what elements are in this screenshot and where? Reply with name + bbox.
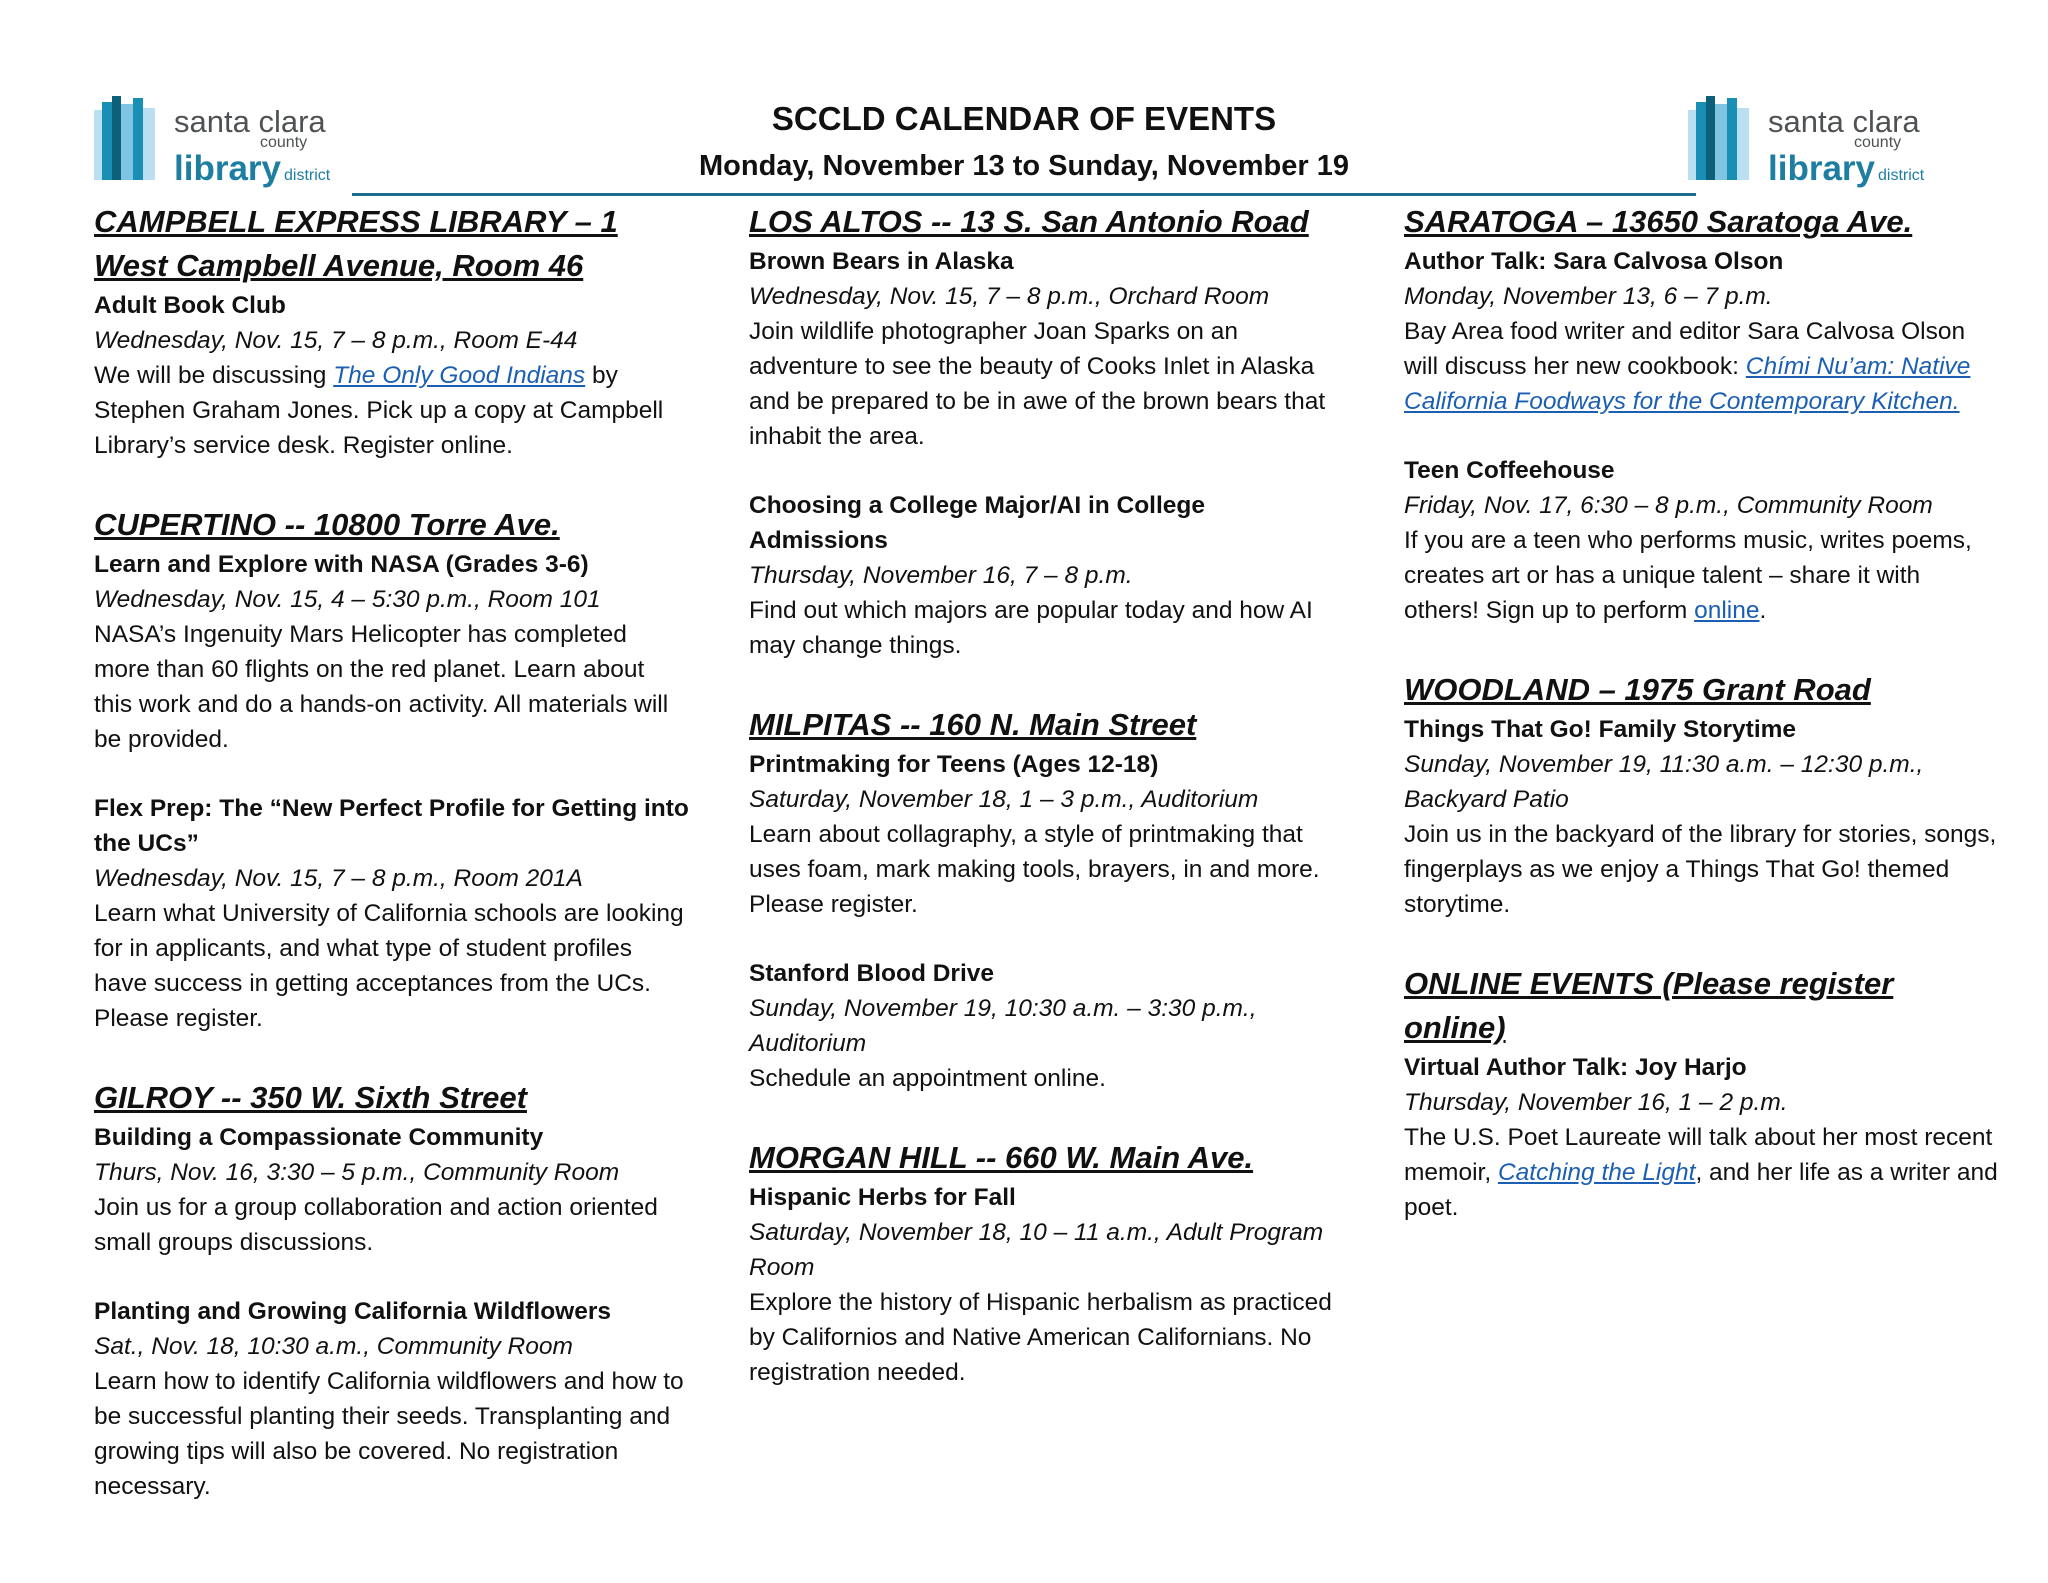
- branch-title: WOODLAND – 1975 Grant Road: [1404, 672, 1871, 707]
- event-title: Learn and Explore with NASA (Grades 3-6): [94, 551, 589, 578]
- book-link[interactable]: The Only Good Indians: [333, 362, 586, 389]
- event-title: Stanford Blood Drive: [749, 960, 995, 987]
- event: [94, 288, 689, 463]
- branch-title: GILROY -- 350 W. Sixth Street: [94, 1080, 527, 1115]
- page-title: SCCLD CALENDAR OF EVENTS: [771, 100, 1277, 137]
- event-description: The U.S. Poet Laureate will talk about her most recent memoir, Catching the Light, and her life as a writer and poet.: [1404, 1124, 1998, 1221]
- event-datetime: Friday, Nov. 17, 6:30 – 8 p.m., Community Room: [1404, 492, 1933, 519]
- event-description: NASA’s Ingenuity Mars Helicopter has completed more than 60 flights on the red planet. Learn about this work and do a hands-on activity. All materials will be provided.: [94, 621, 669, 753]
- event-datetime: Monday, November 13, 6 – 7 p.m.: [1404, 283, 1773, 310]
- column-right: [1404, 200, 1999, 1265]
- event-title: Hispanic Herbs for Fall: [749, 1184, 1016, 1211]
- event-description: Explore the history of Hispanic herbalism as practiced by Californios and Native American Californians. No registration needed.: [749, 1289, 1332, 1386]
- event-description: Learn how to identify California wildflowers and how to be successful planting their seeds. Transplanting and growing tips will also be covered. No registration necessary.: [94, 1368, 684, 1500]
- event-datetime: Sat., Nov. 18, 10:30 a.m., Community Room: [94, 1333, 573, 1360]
- event-description: If you are a teen who performs music, writes poems, creates art or has a unique talent – share it with others! Sign up to perform online.: [1404, 527, 1972, 624]
- event: [749, 488, 1344, 663]
- event-description: Bay Area food writer and editor Sara Calvosa Olson will discuss her new cookbook: Chími Nu’am: Native California Foodways for the Contemporary Kitchen.: [1404, 318, 1971, 415]
- branch-cupertino: [94, 503, 689, 1036]
- event-datetime: Wednesday, Nov. 15, 7 – 8 p.m., Room E-44: [94, 327, 578, 354]
- event-title: Planting and Growing California Wildflowers: [94, 1298, 612, 1325]
- event-datetime: Wednesday, Nov. 15, 7 – 8 p.m., Room 201A: [94, 865, 583, 892]
- event-title: Flex Prep: The “New Perfect Profile for Getting into the UCs”: [94, 795, 689, 857]
- branch-morgan-hill: [749, 1136, 1344, 1390]
- event-description: Schedule an appointment online.: [749, 1065, 1106, 1092]
- event: [749, 956, 1344, 1096]
- branch-title: MILPITAS -- 160 N. Main Street: [749, 707, 1197, 742]
- event: [94, 1294, 689, 1504]
- branch-title: CUPERTINO -- 10800 Torre Ave.: [94, 507, 560, 542]
- event-datetime: Thursday, November 16, 1 – 2 p.m.: [1404, 1089, 1788, 1116]
- event-description: We will be discussing The Only Good Indians by Stephen Graham Jones. Pick up a copy at Campbell Library’s service desk. Register online.: [94, 362, 664, 459]
- date-range: Monday, November 13 to Sunday, November 19: [699, 150, 1349, 182]
- event-description: Join us for a group collaboration and action oriented small groups discussions.: [94, 1194, 658, 1256]
- event-datetime: Saturday, November 18, 10 – 11 a.m., Adult Program Room: [749, 1219, 1324, 1281]
- branch-saratoga: [1404, 200, 1999, 628]
- event-datetime: Saturday, November 18, 1 – 3 p.m., Auditorium: [749, 786, 1259, 813]
- event: [1404, 244, 1999, 419]
- event: [749, 747, 1344, 922]
- event: [94, 1120, 689, 1260]
- branch-title: CAMPBELL EXPRESS LIBRARY – 1 West Campbell Avenue, Room 46: [94, 204, 618, 283]
- event-datetime: Thursday, November 16, 7 – 8 p.m.: [749, 562, 1133, 589]
- event: [1404, 453, 1999, 628]
- branch-woodland: [1404, 668, 1999, 922]
- memoir-link[interactable]: Catching the Light: [1497, 1159, 1696, 1186]
- event-title: Virtual Author Talk: Joy Harjo: [1404, 1054, 1747, 1081]
- branch-gilroy: [94, 1076, 689, 1504]
- cookbook-link[interactable]: Chími Nu’am: Native California Foodways for the Contemporary Kitchen.: [1404, 353, 1971, 415]
- event-datetime: Sunday, November 19, 10:30 a.m. – 3:30 p.m., Auditorium: [749, 995, 1257, 1057]
- branch-title: ONLINE EVENTS (Please register online): [1404, 966, 1894, 1045]
- event-description: Learn about collagraphy, a style of printmaking that uses foam, mark making tools, brayers, in and more. Please register.: [749, 821, 1320, 918]
- event: [1404, 1050, 1999, 1225]
- event: [1404, 712, 1999, 922]
- event: [94, 547, 689, 757]
- event-description: Join wildlife photographer Joan Sparks on an adventure to see the beauty of Cooks Inlet in Alaska and be prepared to be in awe of the brown bears that inhabit the area.: [749, 318, 1326, 450]
- event-title: Things That Go! Family Storytime: [1404, 716, 1797, 743]
- event-title: Teen Coffeehouse: [1404, 457, 1615, 484]
- online-events: [1404, 962, 1999, 1225]
- event-title: Building a Compassionate Community: [94, 1124, 544, 1151]
- branch-title: MORGAN HILL -- 660 W. Main Ave.: [749, 1140, 1254, 1175]
- event-datetime: Wednesday, Nov. 15, 4 – 5:30 p.m., Room 101: [94, 586, 601, 613]
- event: [749, 1180, 1344, 1390]
- header-divider: [352, 193, 1696, 196]
- branch-campbell: [94, 200, 689, 463]
- event-title: Brown Bears in Alaska: [749, 248, 1014, 275]
- event-datetime: Thurs, Nov. 16, 3:30 – 5 p.m., Community Room: [94, 1159, 620, 1186]
- event: [749, 244, 1344, 454]
- signup-online-link[interactable]: online: [1694, 597, 1760, 624]
- event-description: Join us in the backyard of the library for stories, songs, fingerplays as we enjoy a Things That Go! themed storytime.: [1404, 821, 1997, 918]
- event: [94, 791, 689, 1036]
- event-description: Find out which majors are popular today and how AI may change things.: [749, 597, 1313, 659]
- column-middle: [749, 200, 1344, 1430]
- column-left: [94, 200, 689, 1544]
- event-title: Printmaking for Teens (Ages 12-18): [749, 751, 1159, 778]
- branch-los-altos: [749, 200, 1344, 663]
- event-title: Choosing a College Major/AI in College Admissions: [749, 492, 1206, 554]
- branch-title: SARATOGA – 13650 Saratoga Ave.: [1404, 204, 1913, 239]
- event-datetime: Wednesday, Nov. 15, 7 – 8 p.m., Orchard Room: [749, 283, 1270, 310]
- logo-wordmark: santa clara county library district: [174, 104, 331, 188]
- event-title: Adult Book Club: [94, 292, 286, 319]
- branch-milpitas: [749, 703, 1344, 1096]
- event-title: Author Talk: Sara Calvosa Olson: [1404, 248, 1784, 275]
- event-description: Learn what University of California schools are looking for in applicants, and what type of student profiles have success in getting acceptances from the UCs. Please register.: [94, 900, 684, 1032]
- branch-title: LOS ALTOS -- 13 S. San Antonio Road: [749, 204, 1309, 239]
- logo-wordmark: santa clara county library district: [1768, 104, 1925, 188]
- event-datetime: Sunday, November 19, 11:30 a.m. – 12:30 p.m., Backyard Patio: [1404, 751, 1924, 813]
